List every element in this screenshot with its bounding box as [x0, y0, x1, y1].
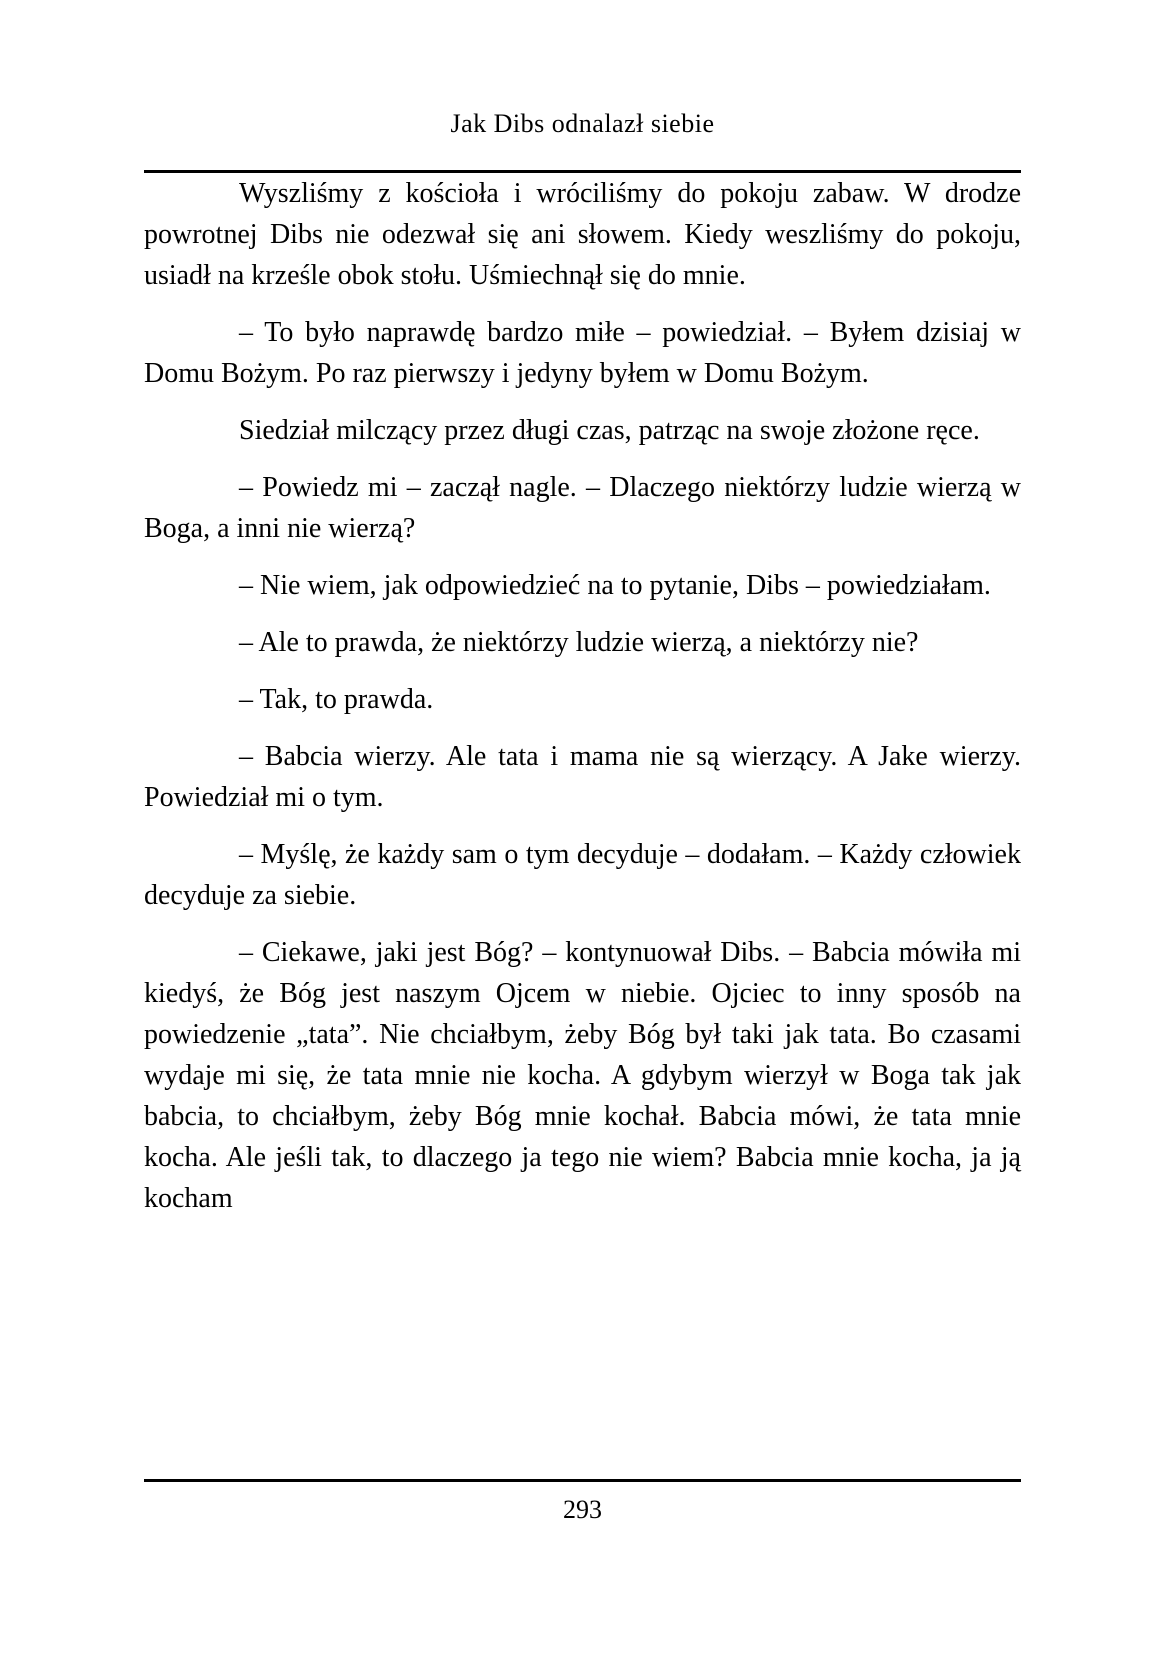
paragraph: – To było naprawdę bardzo miłe – powiedział. – Byłem dzisiaj w Domu Bożym. Po raz pierwszy i jedyny byłem w Domu Bożym.	[144, 317, 1021, 389]
footer-rule	[144, 1479, 1021, 1482]
running-header: Jak Dibs odnalazł siebie	[450, 109, 715, 138]
paragraph: – Babcia wierzy. Ale tata i mama nie są wierzący. A Jake wierzy. Powiedział mi o tym.	[144, 741, 1021, 813]
paragraph: – Powiedz mi – zaczął nagle. – Dlaczego niektórzy ludzie wierzą w Boga, a inni nie wierzą?	[144, 472, 1021, 544]
page-number: 293	[563, 1495, 602, 1524]
paragraph: – Myślę, że każdy sam o tym decyduje – dodałam. – Każdy człowiek decyduje za siebie.	[144, 839, 1021, 911]
paragraph: Siedział milczący przez długi czas, patrząc na swoje złożone ręce.	[239, 415, 980, 446]
paragraph: – Nie wiem, jak odpowiedzieć na to pytanie, Dibs – powiedziałam.	[239, 570, 991, 601]
page-body	[144, 173, 1021, 1219]
paragraph: – Ale to prawda, że niektórzy ludzie wierzą, a niektórzy nie?	[239, 627, 919, 658]
paragraph: – Ciekawe, jaki jest Bóg? – kontynuował Dibs. – Babcia mówiła mi kiedyś, że Bóg jest naszym Ojcem w niebie. Ojciec to inny sposób na powiedzenie „tata”. Nie chciałbym, żeby Bóg był taki jak tata. Bo czasami wydaje mi się, że tata mnie nie kocha. A gdybym wierzył w Boga tak jak babcia, to chciałbym, żeby Bóg mnie kochał. Babcia mówi, że tata mnie kocha. Ale jeśli tak, to dlaczego ja tego nie wiem? Babcia mnie kocha, ja ją kocham	[144, 937, 1021, 1214]
paragraph: Wyszliśmy z kościoła i wróciliśmy do pokoju zabaw. W drodze powrotnej Dibs nie odezwał się ani słowem. Kiedy weszliśmy do pokoju, usiadł na krześle obok stołu. Uśmiechnął się do mnie.	[144, 178, 1021, 291]
paragraph: – Tak, to prawda.	[239, 684, 434, 715]
